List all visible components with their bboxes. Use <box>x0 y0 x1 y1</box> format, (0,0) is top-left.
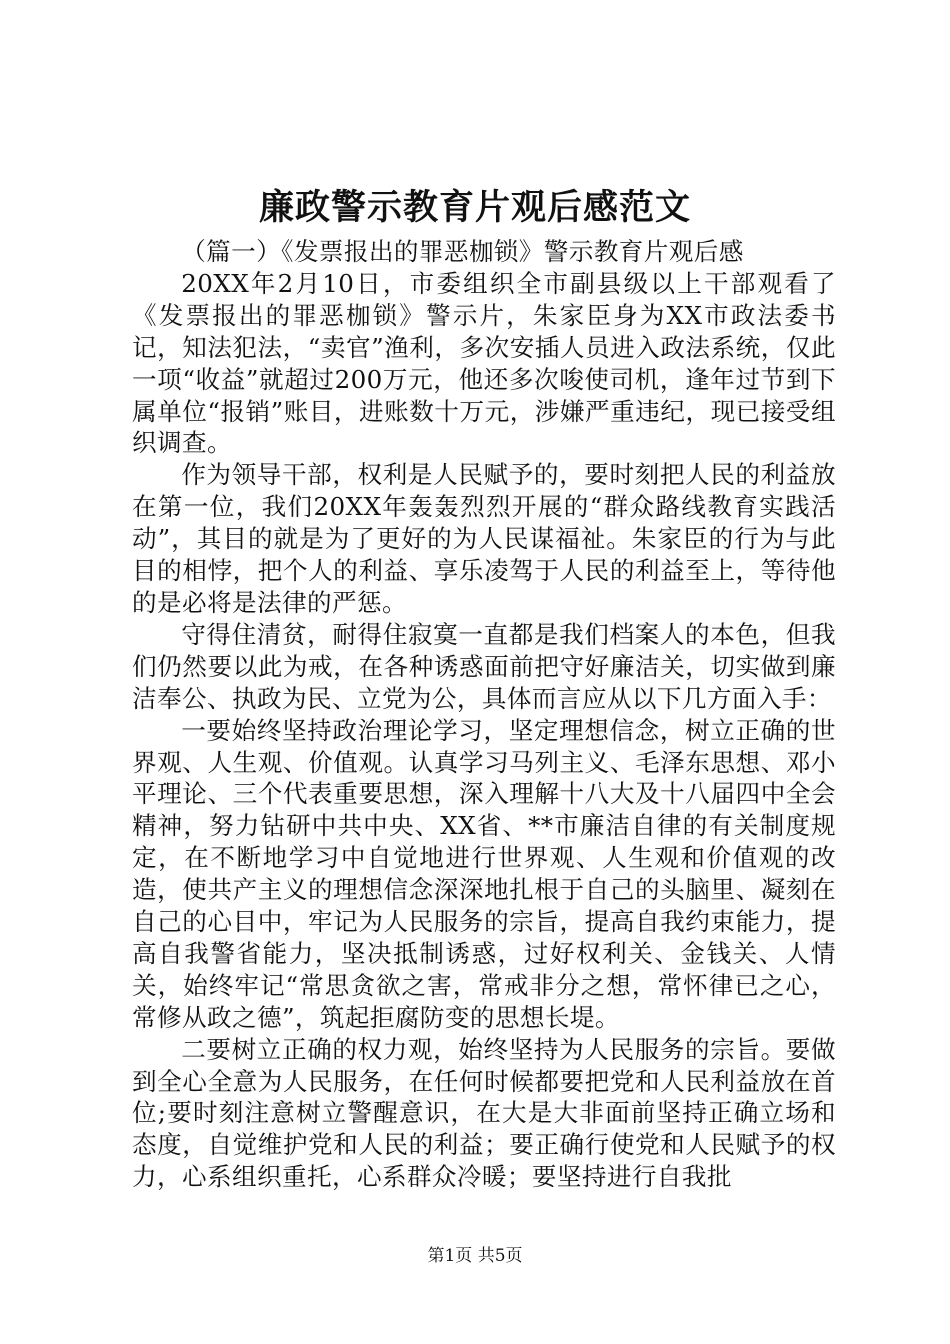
document-body <box>132 236 836 1193</box>
paragraph: 一要始终坚持政治理论学习，坚定理想信念，树立正确的世界观、人生观、价值观。认真学习马列主义、毛泽东思想、邓小平理论、三个代表重要思想，深入理解十八大及十八届四中全会精神，努力钻研中共中央、XX省、**市廉洁自律的有关制度规定，在不断地学习中自觉地进行世界观、人生观和价值观的改造，使共产主义的理想信念深深地扎根于自己的头脑里、凝刻在自己的心目中，牢记为人民服务的宗旨，提高自我约束能力，提高自我警省能力，坚决抵制诱惑，过好权利关、金钱关、人情关，始终牢记“常思贪欲之害，常戒非分之想，常怀律已之心，常修从政之德”，筑起拒腐防变的思想长堤。 <box>132 715 836 1032</box>
paragraph: 20XX年2月10日，市委组织全市副县级以上干部观看了《发票报出的罪恶枷锁》警示片，朱家臣身为XX市政法委书记，知法犯法，“卖官”渔利，多次安插人员进入政法系统，仅此一项“收益”就超过200万元，他还多次唆使司机，逢年过节到下属单位“报销”账目，进账数十万元，涉嫌严重违纪，现已接受组织调查。 <box>132 268 836 458</box>
paragraph: 作为领导干部，权利是人民赋予的，要时刻把人民的利益放在第一位，我们20XX年轰轰烈烈开展的“群众路线教育实践活动”，其目的就是为了更好的为人民谋福祉。朱家臣的行为与此目的相悖，把个人的利益、享乐凌驾于人民的利益至上，等待他的是必将是法律的严惩。 <box>132 460 836 617</box>
paragraph: 二要树立正确的权力观，始终坚持为人民服务的宗旨。要做到全心全意为人民服务，在任何时候都要把党和人民利益放在首位;要时刻注意树立警醒意识，在大是大非面前坚持正确立场和态度，自觉维护党和人民的利益；要正确行使党和人民赋予的权力，心系组织重托，心系群众冷暖；要坚持进行自我批 <box>132 1034 836 1192</box>
paragraph-heading: （篇一）《发票报出的罪恶枷锁》警示教育片观后感 <box>181 237 744 266</box>
paragraph: 守得住清贫，耐得住寂寞一直都是我们档案人的本色，但我们仍然要以此为戒，在各种诱惑面前把守好廉洁关，切实做到廉洁奉公、执政为民、立党为公，具体而言应从以下几方面入手： <box>132 619 836 713</box>
page-number-footer: 第1页 共5页 <box>427 1246 523 1266</box>
document-title: 廉政警示教育片观后感范文 <box>258 187 691 228</box>
